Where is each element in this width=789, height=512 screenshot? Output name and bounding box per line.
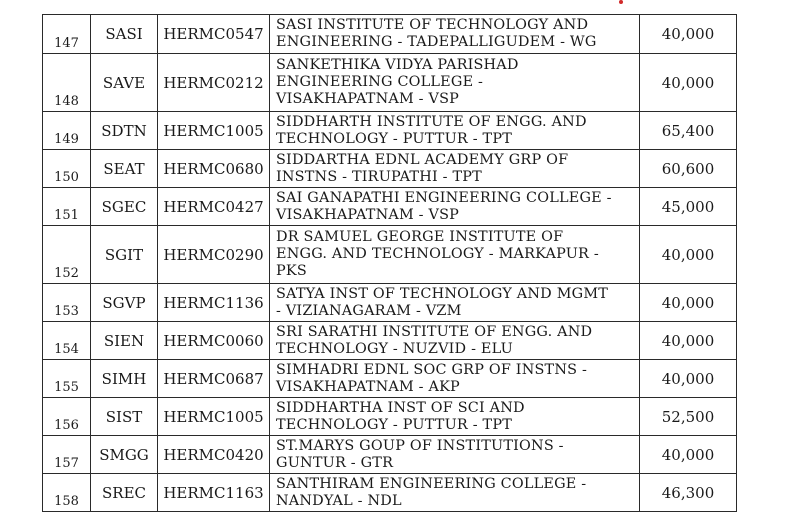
- serial-number: 152: [43, 226, 91, 284]
- serial-number: 153: [43, 284, 91, 322]
- college-code: SMGG: [91, 436, 158, 474]
- college-id: HERMC1163: [158, 474, 270, 512]
- table-row: [43, 188, 737, 226]
- table-row: [43, 474, 737, 512]
- table-row: [43, 150, 737, 188]
- college-id: HERMC0680: [158, 150, 270, 188]
- table-row: [43, 15, 737, 54]
- serial-number: 154: [43, 322, 91, 360]
- serial-number: 156: [43, 398, 91, 436]
- table-row: [43, 360, 737, 398]
- college-id: HERMC0547: [158, 15, 270, 54]
- college-code: SGIT: [91, 226, 158, 284]
- college-code: SGVP: [91, 284, 158, 322]
- fee-amount: 46,300: [640, 474, 737, 512]
- college-code: SAVE: [91, 54, 158, 112]
- college-id: HERMC0212: [158, 54, 270, 112]
- serial-number: 157: [43, 436, 91, 474]
- college-name: DR SAMUEL GEORGE INSTITUTE OF ENGG. AND TECHNOLOGY - MARKAPUR - PKS: [270, 226, 640, 284]
- college-id: HERMC0290: [158, 226, 270, 284]
- college-code: SIMH: [91, 360, 158, 398]
- table-row: [43, 436, 737, 474]
- serial-number: 149: [43, 112, 91, 150]
- serial-number: 150: [43, 150, 91, 188]
- fee-amount: 40,000: [640, 54, 737, 112]
- table-row: [43, 54, 737, 112]
- serial-number: 151: [43, 188, 91, 226]
- fee-amount: 40,000: [640, 436, 737, 474]
- college-id: HERMC1005: [158, 398, 270, 436]
- college-code: SDTN: [91, 112, 158, 150]
- table-row: [43, 322, 737, 360]
- college-id: HERMC0687: [158, 360, 270, 398]
- serial-number: 147: [43, 15, 91, 54]
- table-row: [43, 398, 737, 436]
- college-code: SIEN: [91, 322, 158, 360]
- table-row: [43, 284, 737, 322]
- college-name: SRI SARATHI INSTITUTE OF ENGG. AND TECHNOLOGY - NUZVID - ELU: [270, 322, 640, 360]
- college-fee-table: [42, 14, 737, 512]
- college-name: SANTHIRAM ENGINEERING COLLEGE - NANDYAL - NDL: [270, 474, 640, 512]
- college-name: SIDDARTHA EDNL ACADEMY GRP OF INSTNS - TIRUPATHI - TPT: [270, 150, 640, 188]
- college-code: SEAT: [91, 150, 158, 188]
- fee-amount: 40,000: [640, 360, 737, 398]
- serial-number: 158: [43, 474, 91, 512]
- fee-amount: 40,000: [640, 15, 737, 54]
- fee-amount: 52,500: [640, 398, 737, 436]
- college-name: SIDDHARTH INSTITUTE OF ENGG. AND TECHNOLOGY - PUTTUR - TPT: [270, 112, 640, 150]
- college-name: SASI INSTITUTE OF TECHNOLOGY AND ENGINEERING - TADEPALLIGUDEM - WG: [270, 15, 640, 54]
- college-code: SASI: [91, 15, 158, 54]
- college-name: SIMHADRI EDNL SOC GRP OF INSTNS - VISAKHAPATNAM - AKP: [270, 360, 640, 398]
- college-name: SIDDHARTHA INST OF SCI AND TECHNOLOGY - PUTTUR - TPT: [270, 398, 640, 436]
- serial-number: 148: [43, 54, 91, 112]
- table-row: [43, 112, 737, 150]
- fee-amount: 45,000: [640, 188, 737, 226]
- table-row: [43, 226, 737, 284]
- college-id: HERMC1136: [158, 284, 270, 322]
- college-name: SAI GANAPATHI ENGINEERING COLLEGE - VISAKHAPATNAM - VSP: [270, 188, 640, 226]
- serial-number: 155: [43, 360, 91, 398]
- college-id: HERMC0060: [158, 322, 270, 360]
- college-name: ST.MARYS GOUP OF INSTITUTIONS - GUNTUR - GTR: [270, 436, 640, 474]
- fee-amount: 40,000: [640, 322, 737, 360]
- fee-amount: 65,400: [640, 112, 737, 150]
- college-code: SREC: [91, 474, 158, 512]
- college-id: HERMC0427: [158, 188, 270, 226]
- fee-amount: 40,000: [640, 284, 737, 322]
- fee-amount: 40,000: [640, 226, 737, 284]
- fee-amount: 60,600: [640, 150, 737, 188]
- college-code: SGEC: [91, 188, 158, 226]
- red-ink-dot: [619, 0, 623, 4]
- college-name: SANKETHIKA VIDYA PARISHAD ENGINEERING COLLEGE - VISAKHAPATNAM - VSP: [270, 54, 640, 112]
- college-id: HERMC1005: [158, 112, 270, 150]
- college-code: SIST: [91, 398, 158, 436]
- college-id: HERMC0420: [158, 436, 270, 474]
- college-name: SATYA INST OF TECHNOLOGY AND MGMT - VIZIANAGARAM - VZM: [270, 284, 640, 322]
